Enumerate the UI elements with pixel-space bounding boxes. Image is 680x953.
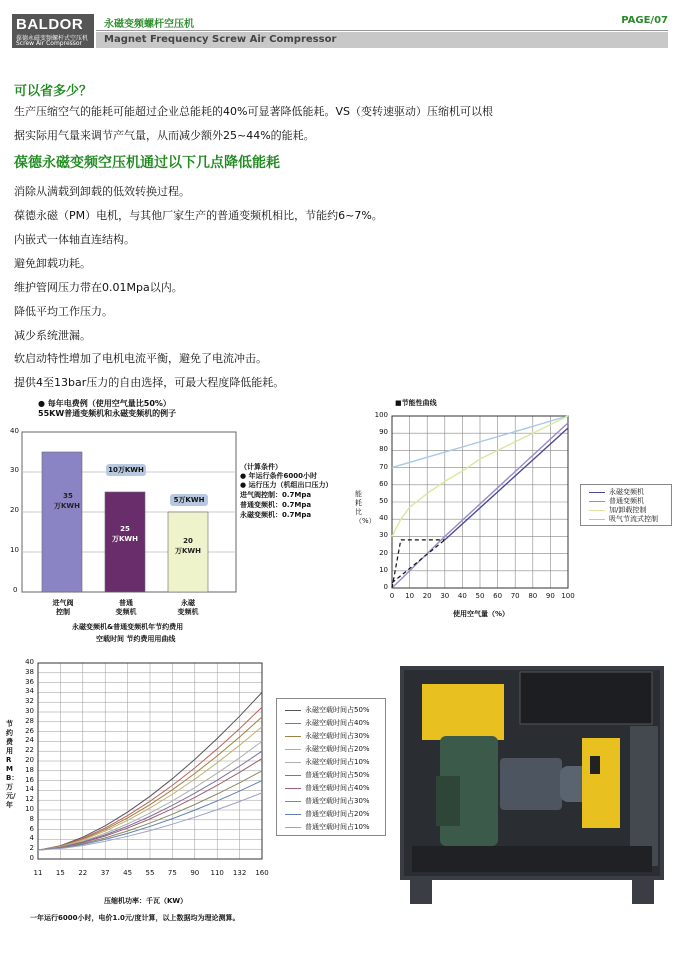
legend-label: 普通空载时间占20%: [305, 810, 370, 818]
lc-xtick: 50: [475, 592, 485, 600]
bar-ytick-20: 20: [10, 506, 19, 514]
bar-category-2-line2: 变频机: [115, 608, 137, 616]
cc-ytick: 26: [25, 726, 34, 735]
line-chart-legend: [580, 484, 672, 526]
cc-ytick: 38: [25, 667, 34, 676]
bar-category-3-line2: 变频机: [177, 608, 199, 616]
lc-ytick: 0: [383, 583, 388, 591]
legend-label: 永磁空载时间占20%: [305, 745, 370, 753]
lc-xtick: 10: [405, 592, 415, 600]
cc-ytick: 28: [25, 716, 34, 725]
cc-legend-item: [285, 796, 370, 806]
cc-legend-item: [285, 731, 370, 741]
legend-normal-vsd: 普通变频机: [589, 496, 644, 506]
cost-chart-grid: [38, 663, 262, 859]
cost-chart-legend: [276, 698, 386, 836]
lc-ytick: 80: [379, 445, 388, 454]
logo-subtitle-en: Screw Air Compressor: [16, 40, 83, 47]
bullet-9: 提供4至13bar压力的自由选择，可最大程度降低能耗。: [14, 376, 285, 389]
legend-label: 普通空载时间占10%: [305, 823, 370, 831]
legend-label: 永磁空载时间占40%: [305, 719, 370, 727]
lc-xtick: 80: [528, 592, 538, 600]
cc-xtick: 55: [145, 869, 155, 877]
cc-ytick: 14: [25, 785, 34, 794]
bar-ytick-0: 0: [13, 586, 18, 594]
cost-chart-xlabel: 压缩机功率：千瓦（KW）: [104, 897, 188, 905]
question-title: 可以省多少？: [14, 84, 93, 99]
cc-xtick: 37: [100, 869, 110, 877]
lc-ytick: 100: [374, 411, 388, 419]
cc-ytick: 0: [29, 854, 34, 862]
bar-label-3-value: 20: [183, 537, 193, 545]
bullet-1: 消除从满载到卸载的低效转换过程。: [14, 185, 190, 198]
cost-chart-ylabel: 节约费用RMB：万元/年: [6, 720, 19, 809]
bar-label-2-unit: 万KWH: [111, 535, 138, 543]
lc-xtick: 0: [389, 592, 395, 600]
header-title-en: Magnet Frequency Screw Air Compressor: [104, 34, 337, 45]
lc-xtick: 30: [440, 592, 450, 600]
cc-legend-item: [285, 822, 370, 832]
legend-swatch: [285, 736, 301, 737]
calc-item-2: ● 运行压力（机组出口压力）: [240, 481, 333, 489]
lc-ytick: 10: [379, 565, 388, 574]
calc-line-1: 进气阀控制：0.7Mpa: [240, 491, 312, 499]
lc-ytick: 90: [379, 428, 388, 437]
bar-chart-caption-2: 55KW普通变频机和永磁变频机的例子: [38, 409, 177, 418]
lc-ytick: 60: [379, 479, 388, 488]
logo-brand: BALDOR: [16, 16, 84, 33]
cc-xtick: 22: [78, 869, 88, 877]
bullet-7: 减少系统泄漏。: [14, 329, 91, 342]
cc-legend-item: [285, 783, 370, 793]
lc-xtick: 100: [561, 592, 575, 600]
legend-swatch: [285, 710, 301, 711]
baldor-logo: [12, 14, 94, 48]
cc-legend-item: [285, 757, 370, 767]
legend-swatch: [285, 749, 301, 750]
cc-ytick: 10: [25, 805, 34, 813]
bullet-2: 葆德永磁（PM）电机，与其他厂家生产的普通变频机相比，节能约6~7%。: [14, 209, 383, 222]
bar-chart-caption-1: ● 每年电费例（使用空气量比50%）: [38, 399, 171, 408]
lc-xtick: 70: [510, 592, 520, 600]
bar-category-3-line1: 永磁: [181, 599, 195, 607]
legend-swatch: [285, 814, 301, 815]
bar-label-1-unit: 万KWH: [53, 502, 80, 510]
cc-ytick: 20: [25, 756, 34, 764]
line-chart-title: ■节能性曲线: [395, 399, 437, 407]
legend-swatch: [285, 775, 301, 776]
legend-label: 普通空载时间占50%: [305, 771, 370, 779]
bar-ytick-40: 40: [10, 427, 19, 435]
bullet-6: 降低平均工作压力。: [14, 305, 113, 318]
lc-ytick: 50: [379, 497, 388, 505]
bar-label-2-value: 25: [120, 525, 130, 533]
cc-legend-item: [285, 718, 370, 728]
legend-throttle: 吸气节流式控制: [589, 514, 658, 524]
cost-chart: [0, 655, 280, 880]
legend-swatch: [285, 723, 301, 724]
cc-xtick: 132: [232, 869, 247, 877]
cc-legend-item: [285, 809, 370, 819]
bar-1: [42, 452, 82, 592]
bar-chart-footer-1: 永磁变频机&普通变频机年节约费用: [72, 623, 184, 631]
intro-line-2: 据实际用气量来调节产气量，从而减少额外25~44%的能耗。: [14, 129, 315, 142]
cc-ytick: 16: [25, 775, 34, 784]
section-title: 葆德永磁变频空压机通过以下几点降低能耗: [14, 155, 280, 171]
legend-swatch: [285, 762, 301, 763]
cc-ytick: 2: [29, 844, 34, 853]
cc-legend-item: [285, 770, 370, 780]
saving-badge-1: 10万KWH: [106, 464, 146, 476]
cc-xtick: 75: [167, 869, 177, 877]
bar-chart-footer-2: 空载时间 节约费用用曲线: [96, 635, 176, 643]
lc-ytick: 40: [379, 514, 388, 523]
lc-xtick: 90: [545, 592, 555, 600]
legend-label: 普通空载时间占40%: [305, 784, 370, 792]
calc-line-3: 永磁变频机：0.7Mpa: [240, 511, 312, 519]
saving-badge-2: 5万KWH: [170, 494, 208, 506]
bar-category-1-line1: 进气阀: [52, 599, 74, 607]
cc-legend-item: [285, 705, 370, 715]
cc-legend-item: [285, 744, 370, 754]
cc-ytick: 40: [25, 658, 34, 666]
lc-xtick: 40: [457, 592, 467, 600]
calc-line-2: 普通变频机：0.7Mpa: [240, 501, 312, 509]
cc-ytick: 24: [25, 736, 34, 745]
bullet-8: 软启动特性增加了电机电流平衡，避免了电流冲击。: [14, 352, 267, 365]
bullet-3: 内嵌式一体轴直连结构。: [14, 233, 135, 246]
legend-label: 永磁空载时间占30%: [305, 732, 370, 740]
legend-load-unload: 加/卸载控制: [589, 505, 646, 515]
cc-xtick: 160: [255, 869, 269, 877]
page-number: PAGE/07: [621, 15, 668, 26]
cc-ytick: 12: [25, 795, 34, 804]
bullet-5: 维护管网压力带在0.01Mpa以内。: [14, 281, 183, 294]
cc-ytick: 4: [29, 834, 34, 843]
cc-ytick: 36: [25, 677, 34, 686]
cc-ytick: 6: [29, 824, 34, 833]
cc-xtick: 15: [55, 869, 65, 877]
calc-item-1: ● 年运行条件6000小时: [240, 472, 318, 480]
legend-swatch: [285, 801, 301, 802]
lc-ytick: 30: [379, 531, 388, 540]
bar-ytick-10: 10: [10, 546, 19, 554]
bar-label-1-value: 35: [63, 492, 73, 500]
legend-label: 永磁空载时间占10%: [305, 758, 370, 766]
legend-label: 永磁空载时间占50%: [305, 706, 370, 714]
bar-category-1-line2: 控制: [56, 608, 70, 616]
cc-ytick: 22: [25, 746, 34, 755]
lc-ytick: 20: [379, 548, 388, 557]
line-chart-ylabel: 能耗比（%）: [355, 490, 376, 525]
legend-swatch: [285, 827, 301, 828]
logo-subtitle-cn: 葆德永磁变频螺杆式空压机: [16, 35, 89, 42]
bar-label-3-unit: 万KWH: [174, 547, 201, 555]
cc-ytick: 34: [25, 687, 34, 696]
cc-ytick: 32: [25, 697, 34, 706]
line-chart-xlabel: 使用空气量（%）: [453, 610, 510, 618]
cc-xtick: 90: [190, 869, 200, 877]
legend-swatch: [285, 788, 301, 789]
lc-ytick: 70: [379, 462, 388, 471]
cc-xtick: 110: [210, 869, 224, 877]
compressor-machine-image: [400, 666, 664, 904]
lc-xtick: 20: [422, 592, 432, 600]
cc-ytick: 8: [29, 814, 34, 823]
lc-series-4: [445, 428, 568, 540]
bar-ytick-30: 30: [10, 466, 19, 474]
cc-ytick: 30: [25, 707, 34, 715]
legend-pm-vsd: 永磁变频机: [589, 487, 644, 497]
header-title-cn: 永磁变频螺杆空压机: [104, 19, 194, 30]
cc-xtick: 11: [33, 869, 43, 877]
cc-xtick: 45: [123, 869, 133, 877]
bar-category-2-line1: 普通: [119, 599, 133, 607]
intro-line-1: 生产压缩空气的能耗可能超过企业总能耗的40%可显著降低能耗。VS（变转速驱动）压缩机可以根: [14, 105, 493, 118]
lc-xtick: 60: [493, 592, 503, 600]
legend-label: 普通空载时间占30%: [305, 797, 370, 805]
cc-ytick: 18: [25, 765, 34, 774]
calc-title: （计算条件）: [240, 463, 282, 471]
bullet-4: 避免卸载功耗。: [14, 257, 91, 270]
cost-chart-footnote: 一年运行6000小时，电价1.0元/度计算，以上数据均为理论测算。: [30, 914, 240, 922]
